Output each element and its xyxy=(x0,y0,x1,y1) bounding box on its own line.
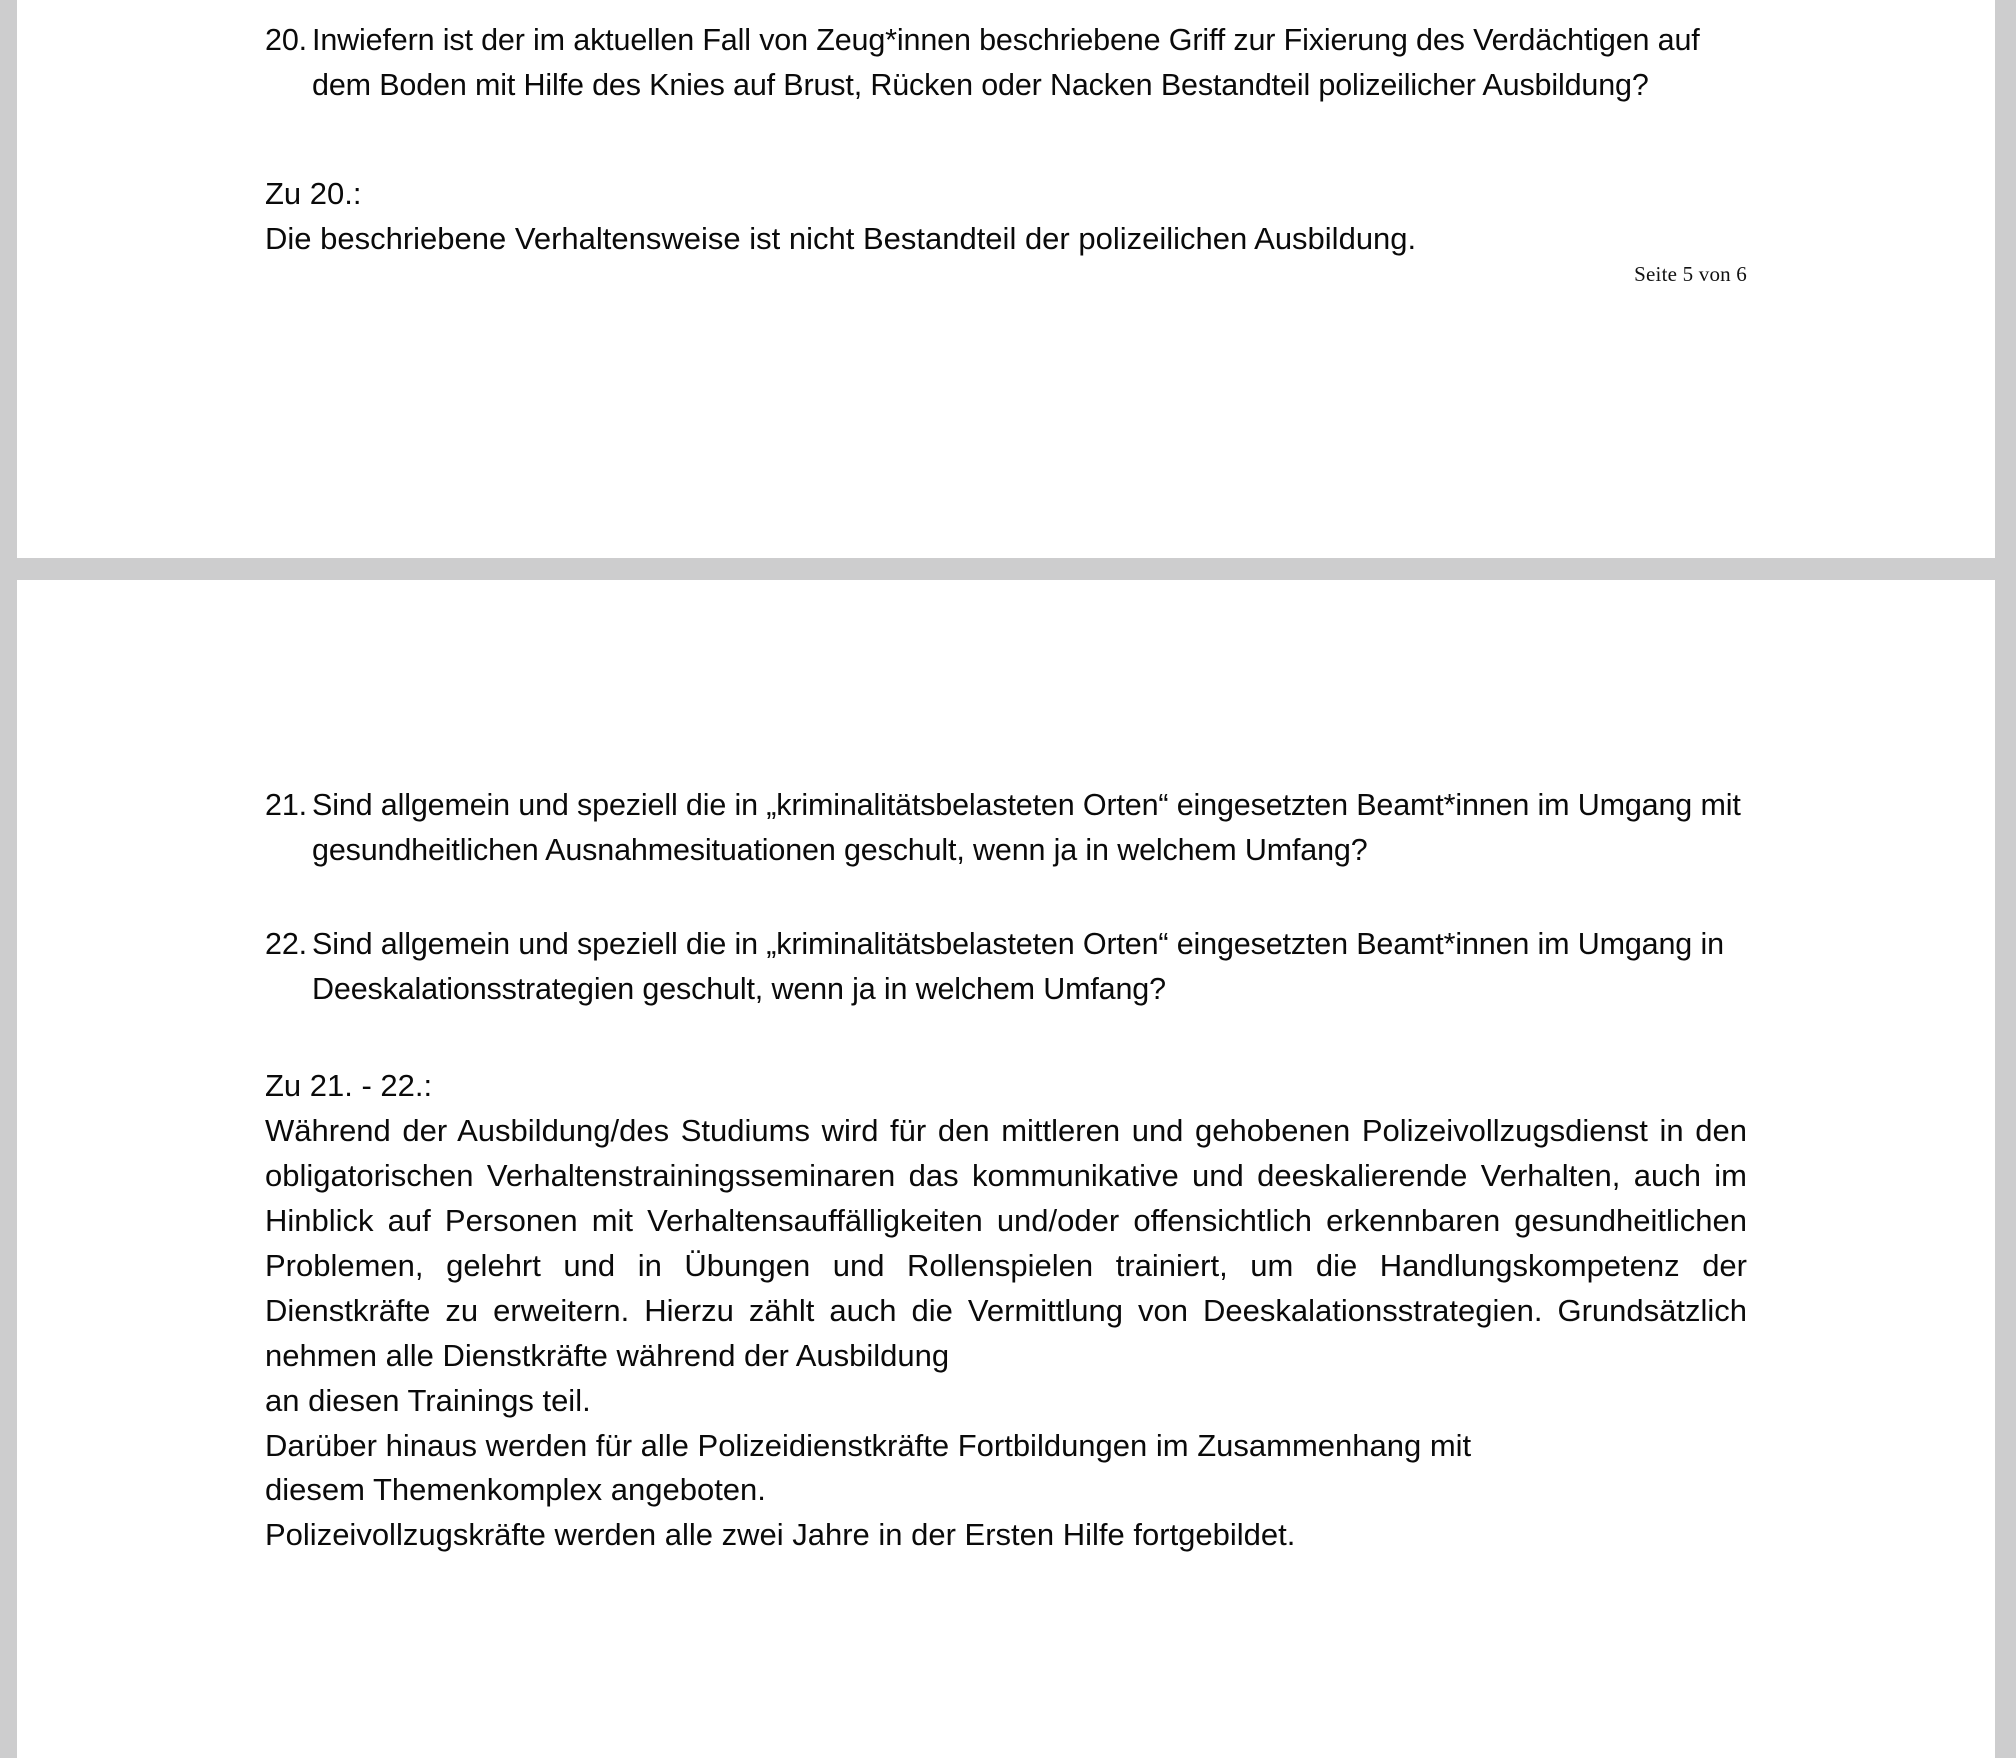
answer-21-22-heading: Zu 21. - 22.: xyxy=(265,1068,433,1103)
answer-20-heading: Zu 20.: xyxy=(265,176,362,211)
answer-paragraph-2-body: Darüber hinaus werden für alle Polizeidienstkräfte Fortbildungen im Zusammenhang mit xyxy=(265,1427,1472,1463)
question-20-text: Inwiefern ist der im aktuellen Fall von Zeug*innen beschriebene Griff zur Fixierung des Verdächtigen auf dem Boden mit Hilfe des Knies auf Brust, Rücken oder Nacken Bestandteil polizeilicher Ausbildung? xyxy=(312,23,1700,102)
document-page-5 xyxy=(17,0,1995,558)
answer-21-22-block xyxy=(265,1064,1747,1558)
question-22 xyxy=(265,922,1747,1012)
question-20 xyxy=(265,18,1747,108)
question-20-block xyxy=(265,18,1747,108)
answer-20-text: Die beschriebene Verhaltensweise ist nicht Bestandteil der polizeilichen Ausbildung. xyxy=(265,220,1417,256)
page-footer-label: Seite 5 von 6 xyxy=(1634,262,1747,286)
question-21-block xyxy=(265,783,1747,873)
page-5-content xyxy=(17,0,1995,558)
question-22-block xyxy=(265,922,1747,1012)
question-21 xyxy=(265,783,1747,873)
answer-21-22-paragraph-2 xyxy=(265,1424,1747,1469)
answer-21-22-paragraph-1-lastline: an diesen Trainings teil. xyxy=(265,1382,591,1418)
answer-21-22-paragraph-3: Polizeivollzugskräfte werden alle zwei Jahre in der Ersten Hilfe fortgebildet. xyxy=(265,1517,1296,1553)
question-20-number: 20. xyxy=(265,23,307,57)
answer-21-22-paragraph-2-lastline: diesem Themenkomplex angeboten. xyxy=(265,1472,766,1508)
document-page-6 xyxy=(17,580,1995,1758)
page-6-content xyxy=(17,580,1995,1758)
answer-20-block xyxy=(265,172,1747,262)
answer-21-22-paragraph-1 xyxy=(265,1109,1747,1379)
question-22-text: Sind allgemein und speziell die in „kriminalitätsbelasteten Orten“ eingesetzten Beamt*innen im Umgang in Deeskalationsstrategien geschult, wenn ja in welchem Umfang? xyxy=(312,927,1724,1006)
answer-paragraph-1-body: Während der Ausbildung/des Studiums wird für den mittleren und gehobenen Polizeivollzugsdienst in den obligatorischen Verhaltenstrainingsseminaren das kommunikative und deeskalierende Verhalten, auch im Hinblick auf Personen mit Verhaltensauffälligkeiten und/oder offensichtlich erkennbaren gesundheitlichen Problemen, gelehrt und in Übungen und Rollenspielen trainiert, um die Handlungskompetenz der Dienstkräfte zu erweitern. Hierzu zählt auch die Vermittlung von Deeskalationsstrategien. Grundsätzlich nehmen alle Dienstkräfte während der Ausbildung xyxy=(265,1112,1747,1373)
question-21-number: 21. xyxy=(265,788,307,822)
question-21-text: Sind allgemein und speziell die in „kriminalitätsbelasteten Orten“ eingesetzten Beamt*innen im Umgang mit gesundheitlichen Ausnahmesituationen geschult, wenn ja in welchem Umfang? xyxy=(312,788,1741,867)
page-5-footer-row xyxy=(265,262,1747,287)
question-22-number: 22. xyxy=(265,927,307,961)
